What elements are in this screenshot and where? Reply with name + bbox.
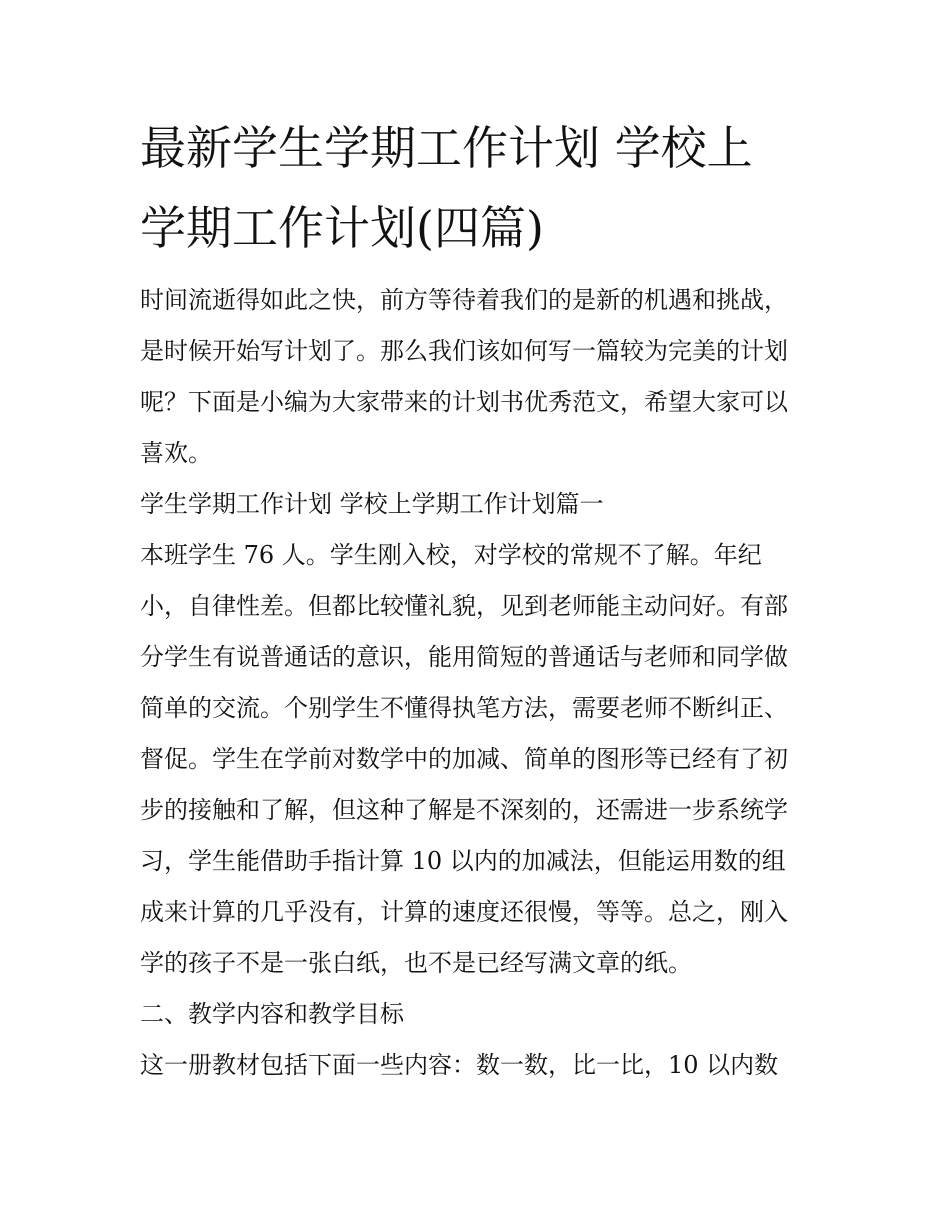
section-heading: 学生学期工作计划 学校上学期工作计划篇一 <box>140 490 604 518</box>
body-line-5: 督促。学生在学前对数学中的加减、简单的图形等已经有了初 <box>140 745 788 773</box>
intro-line-1: 时间流逝得如此之快，前方等待着我们的是新的机遇和挑战， <box>140 286 788 314</box>
title-line-1: 最新学生学期工作计划 学校上 <box>140 121 753 175</box>
body-line-8: 成来计算的几乎没有，计算的速度还很慢，等等。总之，刚入 <box>140 898 788 926</box>
body-line-7: 习，学生能借助手指计算 10 以内的加减法，但能运用数的组 <box>140 847 786 875</box>
body-line-1: 本班学生 76 人。学生刚入校，对学校的常规不了解。年纪 <box>140 541 762 569</box>
intro-line-2: 是时候开始写计划了。那么我们该如何写一篇较为完美的计划 <box>140 337 788 365</box>
body-line-6: 步的接触和了解，但这种了解是不深刻的，还需进一步系统学 <box>140 796 788 824</box>
body-line-3: 分学生有说普通话的意识，能用简短的普通话与老师和同学做 <box>140 643 788 671</box>
intro-line-3: 呢？下面是小编为大家带来的计划书优秀范文，希望大家可以 <box>140 388 788 416</box>
body-line-9: 学的孩子不是一张白纸，也不是已经写满文章的纸。 <box>140 949 692 977</box>
title-line-2: 学期工作计划(四篇) <box>140 201 544 255</box>
subheading: 二、教学内容和教学目标 <box>140 1000 404 1028</box>
document-title <box>140 108 820 268</box>
body-line-4: 简单的交流。个别学生不懂得执笔方法，需要老师不断纠正、 <box>140 694 788 722</box>
body-line-2: 小，自律性差。但都比较懂礼貌，见到老师能主动问好。有部 <box>140 592 788 620</box>
last-line: 这一册教材包括下面一些内容：数一数，比一比，10 以内数 <box>140 1051 779 1079</box>
intro-line-4: 喜欢。 <box>140 439 212 467</box>
